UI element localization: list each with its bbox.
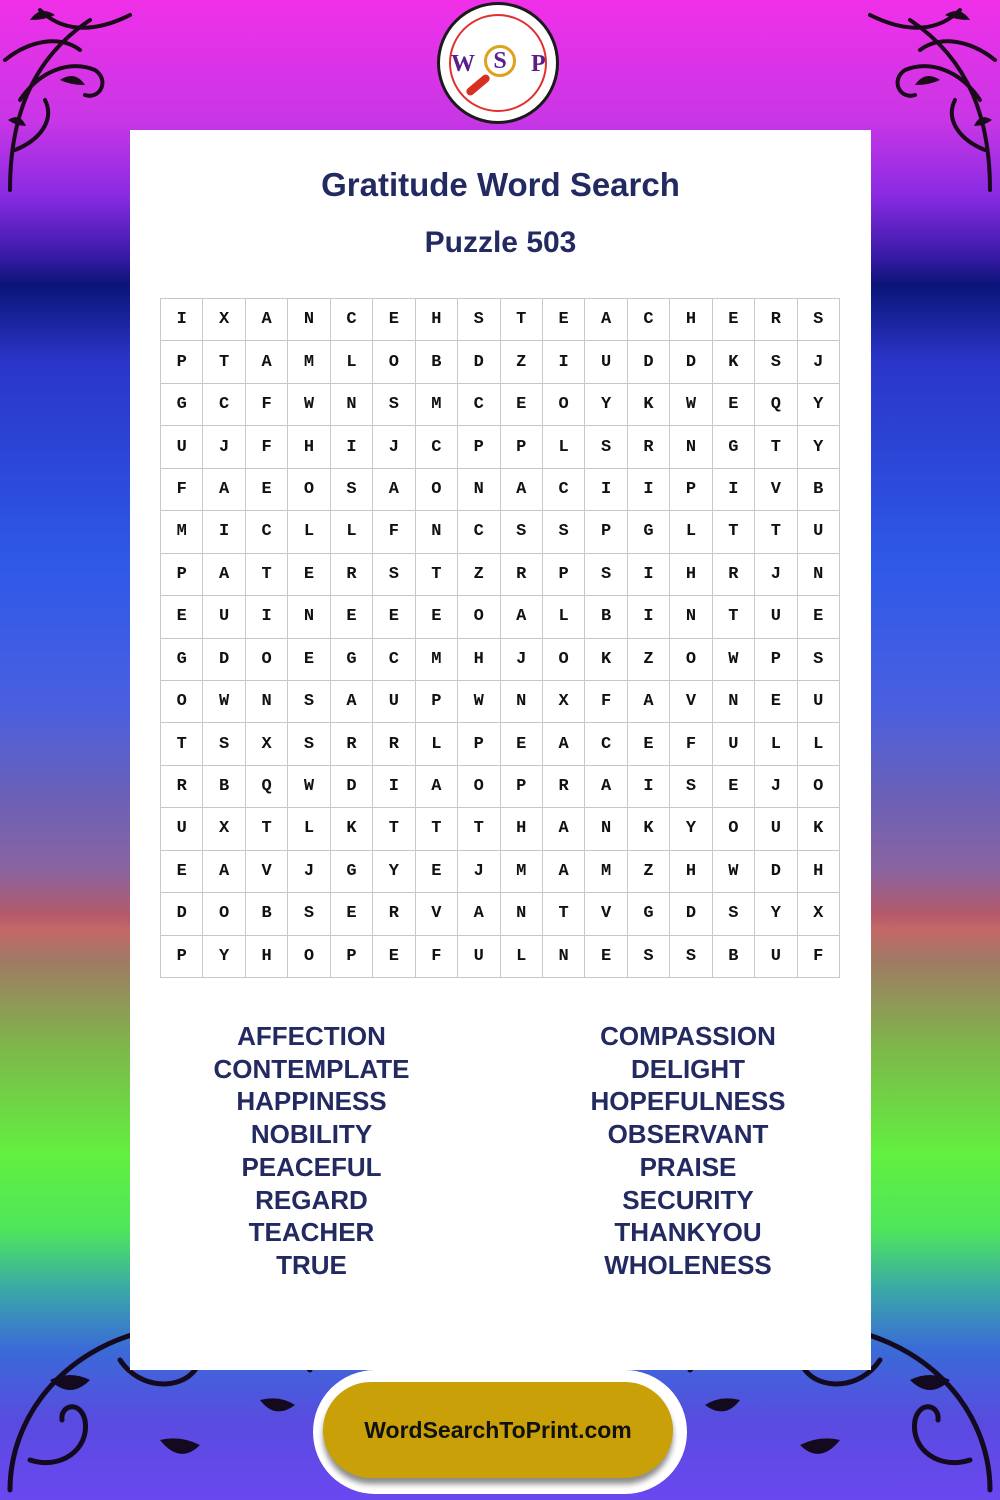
grid-cell: F — [161, 469, 203, 511]
corner-ornament-top-right — [850, 0, 1000, 200]
grid-cell: E — [416, 851, 458, 893]
wsp-logo — [437, 2, 559, 124]
grid-cell: G — [161, 639, 203, 681]
word-list-item: THANKYOU — [614, 1217, 762, 1248]
grid-cell: M — [501, 851, 543, 893]
grid-cell: U — [203, 596, 245, 638]
grid-cell: P — [755, 639, 797, 681]
grid-cell: W — [670, 384, 712, 426]
grid-cell: Y — [798, 426, 840, 468]
grid-cell: F — [798, 936, 840, 978]
grid-cell: O — [416, 469, 458, 511]
grid-cell: X — [543, 681, 585, 723]
grid-cell: Y — [585, 384, 627, 426]
puzzle-number: Puzzle 503 — [424, 226, 577, 259]
grid-cell: D — [755, 851, 797, 893]
grid-cell: U — [161, 426, 203, 468]
site-link[interactable]: WordSearchToPrint.com — [323, 1382, 673, 1478]
grid-cell: L — [543, 596, 585, 638]
page-title: Gratitude Word Search — [321, 166, 680, 203]
word-list-item: PRAISE — [639, 1151, 737, 1182]
grid-cell: R — [331, 723, 373, 765]
grid-cell: I — [246, 596, 288, 638]
grid-cell: E — [501, 384, 543, 426]
grid-cell: V — [246, 851, 288, 893]
grid-cell: R — [713, 554, 755, 596]
grid-cell: O — [203, 893, 245, 935]
grid-cell: D — [331, 766, 373, 808]
grid-cell: O — [713, 808, 755, 850]
grid-cell: N — [416, 511, 458, 553]
grid-cell: A — [501, 596, 543, 638]
grid-cell: S — [628, 936, 670, 978]
grid-cell: U — [755, 936, 797, 978]
word-list-item: NOBILITY — [250, 1119, 373, 1150]
grid-cell: E — [713, 384, 755, 426]
grid-cell: S — [755, 341, 797, 383]
grid-cell: R — [161, 766, 203, 808]
grid-cell: W — [203, 681, 245, 723]
grid-cell: F — [246, 384, 288, 426]
grid-cell: S — [585, 426, 627, 468]
grid-cell: P — [161, 936, 203, 978]
grid-cell: I — [628, 554, 670, 596]
grid-cell: B — [713, 936, 755, 978]
grid-cell: G — [331, 639, 373, 681]
grid-cell: D — [670, 893, 712, 935]
grid-cell: Y — [755, 893, 797, 935]
grid-cell: S — [288, 681, 330, 723]
grid-cell: E — [373, 596, 415, 638]
grid-cell: E — [288, 554, 330, 596]
grid-cell: Y — [670, 808, 712, 850]
grid-cell: A — [246, 299, 288, 341]
grid-cell: N — [458, 469, 500, 511]
grid-cell: N — [713, 681, 755, 723]
grid-cell: Q — [755, 384, 797, 426]
grid-cell: A — [585, 766, 627, 808]
grid-cell: J — [373, 426, 415, 468]
grid-cell: K — [798, 808, 840, 850]
grid-cell: H — [670, 299, 712, 341]
grid-cell: Y — [203, 936, 245, 978]
grid-cell: F — [670, 723, 712, 765]
grid-cell: H — [416, 299, 458, 341]
grid-cell: G — [713, 426, 755, 468]
grid-cell: R — [543, 766, 585, 808]
grid-cell: I — [585, 469, 627, 511]
grid-cell: W — [713, 851, 755, 893]
grid-cell: E — [755, 681, 797, 723]
grid-cell: G — [331, 851, 373, 893]
grid-cell: T — [713, 511, 755, 553]
grid-cell: H — [246, 936, 288, 978]
grid-cell: V — [585, 893, 627, 935]
grid-cell: K — [585, 639, 627, 681]
grid-cell: Y — [373, 851, 415, 893]
grid-cell: O — [373, 341, 415, 383]
grid-cell: N — [501, 893, 543, 935]
grid-cell: I — [161, 299, 203, 341]
word-list-item: SECURITY — [622, 1184, 754, 1215]
grid-cell: N — [331, 384, 373, 426]
grid-cell: H — [798, 851, 840, 893]
grid-cell: O — [543, 639, 585, 681]
grid-cell: L — [331, 341, 373, 383]
grid-cell: A — [543, 851, 585, 893]
grid-cell: C — [373, 639, 415, 681]
grid-cell: A — [246, 341, 288, 383]
grid-cell: P — [416, 681, 458, 723]
footer-badge-frame — [313, 1370, 687, 1494]
grid-cell: S — [458, 299, 500, 341]
grid-cell: W — [288, 384, 330, 426]
magnifier-icon: S — [484, 45, 516, 77]
grid-cell: G — [628, 511, 670, 553]
word-list-item: CONTEMPLATE — [213, 1053, 410, 1084]
grid-cell: D — [628, 341, 670, 383]
grid-cell: T — [203, 341, 245, 383]
grid-cell: C — [458, 511, 500, 553]
grid-cell: E — [373, 299, 415, 341]
grid-cell: Y — [798, 384, 840, 426]
grid-cell: G — [628, 893, 670, 935]
grid-cell: P — [161, 341, 203, 383]
grid-cell: D — [670, 341, 712, 383]
grid-cell: D — [458, 341, 500, 383]
grid-cell: R — [373, 893, 415, 935]
grid-cell: S — [670, 936, 712, 978]
grid-cell: H — [501, 808, 543, 850]
grid-cell: A — [543, 808, 585, 850]
grid-cell: D — [161, 893, 203, 935]
grid-cell: X — [203, 808, 245, 850]
grid-cell: S — [501, 511, 543, 553]
grid-cell: F — [373, 511, 415, 553]
grid-cell: G — [161, 384, 203, 426]
grid-cell: M — [416, 639, 458, 681]
grid-cell: W — [458, 681, 500, 723]
grid-cell: E — [288, 639, 330, 681]
grid-cell: N — [798, 554, 840, 596]
grid-cell: P — [458, 426, 500, 468]
grid-cell: U — [755, 596, 797, 638]
grid-cell: M — [161, 511, 203, 553]
grid-cell: L — [331, 511, 373, 553]
word-list-right — [550, 1020, 826, 1282]
word-list-item: OBSERVANT — [607, 1119, 769, 1150]
grid-cell: K — [713, 341, 755, 383]
grid-cell: A — [203, 851, 245, 893]
grid-cell: E — [543, 299, 585, 341]
grid-cell: P — [458, 723, 500, 765]
grid-cell: I — [543, 341, 585, 383]
grid-cell: A — [501, 469, 543, 511]
grid-cell: A — [331, 681, 373, 723]
grid-cell: N — [246, 681, 288, 723]
grid-cell: P — [543, 554, 585, 596]
grid-cell: I — [331, 426, 373, 468]
puzzle-sheet — [130, 130, 871, 1370]
grid-cell: E — [161, 851, 203, 893]
grid-cell: N — [288, 596, 330, 638]
grid-cell: N — [501, 681, 543, 723]
grid-cell: J — [798, 341, 840, 383]
grid-cell: W — [288, 766, 330, 808]
grid-cell: S — [203, 723, 245, 765]
grid-cell: S — [585, 554, 627, 596]
grid-cell: E — [416, 596, 458, 638]
grid-cell: J — [203, 426, 245, 468]
grid-cell: O — [458, 766, 500, 808]
grid-cell: L — [288, 511, 330, 553]
logo-letter-p: P — [531, 51, 546, 77]
grid-cell: S — [798, 299, 840, 341]
grid-cell: J — [755, 554, 797, 596]
grid-cell: T — [246, 808, 288, 850]
grid-cell: P — [501, 766, 543, 808]
grid-cell: B — [585, 596, 627, 638]
grid-cell: A — [458, 893, 500, 935]
grid-cell: L — [670, 511, 712, 553]
grid-cell: A — [373, 469, 415, 511]
grid-cell: O — [543, 384, 585, 426]
grid-cell: O — [161, 681, 203, 723]
grid-cell: N — [288, 299, 330, 341]
grid-cell: A — [416, 766, 458, 808]
word-list-item: TEACHER — [248, 1217, 375, 1248]
grid-cell: L — [755, 723, 797, 765]
grid-cell: C — [331, 299, 373, 341]
grid-cell: S — [288, 723, 330, 765]
grid-cell: R — [373, 723, 415, 765]
word-list-item: AFFECTION — [237, 1021, 386, 1051]
grid-cell: E — [585, 936, 627, 978]
grid-cell: N — [670, 596, 712, 638]
grid-cell: J — [501, 639, 543, 681]
grid-cell: U — [458, 936, 500, 978]
grid-cell: N — [543, 936, 585, 978]
grid-cell: I — [628, 766, 670, 808]
grid-cell: S — [373, 384, 415, 426]
grid-cell: T — [416, 554, 458, 596]
grid-cell: I — [628, 469, 670, 511]
grid-cell: A — [203, 469, 245, 511]
logo-letter-w: W — [451, 51, 475, 77]
grid-cell: F — [416, 936, 458, 978]
grid-cell: S — [670, 766, 712, 808]
grid-cell: K — [628, 808, 670, 850]
grid-cell: Z — [458, 554, 500, 596]
grid-cell: U — [161, 808, 203, 850]
grid-cell: L — [501, 936, 543, 978]
grid-cell: K — [628, 384, 670, 426]
grid-cell: Z — [628, 851, 670, 893]
grid-cell: O — [288, 936, 330, 978]
grid-cell: T — [755, 426, 797, 468]
grid-cell: T — [246, 554, 288, 596]
grid-cell: A — [585, 299, 627, 341]
grid-cell: L — [798, 723, 840, 765]
grid-cell: L — [416, 723, 458, 765]
grid-cell: E — [713, 766, 755, 808]
grid-cell: O — [288, 469, 330, 511]
grid-cell: T — [416, 808, 458, 850]
grid-cell: B — [203, 766, 245, 808]
grid-cell: U — [755, 808, 797, 850]
word-list-item: REGARD — [255, 1184, 368, 1215]
word-list-item: DELIGHT — [630, 1053, 746, 1084]
grid-cell: R — [501, 554, 543, 596]
grid-cell: V — [755, 469, 797, 511]
grid-cell: P — [501, 426, 543, 468]
grid-cell: Q — [246, 766, 288, 808]
grid-cell: T — [543, 893, 585, 935]
grid-cell: U — [373, 681, 415, 723]
grid-cell: T — [458, 808, 500, 850]
word-list-item: WHOLENESS — [604, 1249, 772, 1280]
grid-cell: P — [670, 469, 712, 511]
grid-cell: O — [798, 766, 840, 808]
grid-cell: C — [458, 384, 500, 426]
grid-cell: S — [798, 639, 840, 681]
grid-cell: E — [373, 936, 415, 978]
grid-cell: L — [543, 426, 585, 468]
grid-cell: V — [670, 681, 712, 723]
word-list-item: TRUE — [276, 1249, 347, 1280]
grid-cell: M — [416, 384, 458, 426]
grid-cell: U — [585, 341, 627, 383]
grid-cell: P — [585, 511, 627, 553]
grid-cell: S — [713, 893, 755, 935]
grid-cell: E — [798, 596, 840, 638]
grid-cell: J — [755, 766, 797, 808]
grid-cell: M — [288, 341, 330, 383]
grid-cell: O — [458, 596, 500, 638]
grid-cell: F — [246, 426, 288, 468]
word-list-item: PEACEFUL — [241, 1151, 382, 1182]
grid-cell: S — [331, 469, 373, 511]
grid-cell: I — [203, 511, 245, 553]
grid-cell: T — [373, 808, 415, 850]
grid-cell: E — [246, 469, 288, 511]
grid-cell: T — [161, 723, 203, 765]
grid-cell: Z — [501, 341, 543, 383]
word-list-item: COMPASSION — [600, 1021, 776, 1051]
grid-cell: X — [798, 893, 840, 935]
grid-cell: S — [373, 554, 415, 596]
grid-cell: F — [585, 681, 627, 723]
grid-cell: Z — [628, 639, 670, 681]
word-list-item: HAPPINESS — [236, 1086, 387, 1117]
grid-cell: R — [331, 554, 373, 596]
word-list-item: HOPEFULNESS — [590, 1086, 786, 1117]
grid-cell: N — [670, 426, 712, 468]
word-list-left — [170, 1020, 453, 1282]
grid-cell: I — [628, 596, 670, 638]
grid-cell: C — [203, 384, 245, 426]
grid-cell: E — [713, 299, 755, 341]
grid-cell: E — [628, 723, 670, 765]
grid-cell: O — [670, 639, 712, 681]
grid-cell: T — [755, 511, 797, 553]
grid-cell: W — [713, 639, 755, 681]
grid-cell: T — [713, 596, 755, 638]
grid-cell: C — [543, 469, 585, 511]
grid-cell: X — [203, 299, 245, 341]
grid-cell: D — [203, 639, 245, 681]
letter-grid — [160, 298, 840, 978]
grid-cell: C — [246, 511, 288, 553]
grid-cell: U — [798, 681, 840, 723]
grid-cell: O — [246, 639, 288, 681]
grid-cell: N — [585, 808, 627, 850]
grid-cell: L — [288, 808, 330, 850]
grid-cell: R — [755, 299, 797, 341]
grid-cell: U — [798, 511, 840, 553]
grid-cell: H — [670, 851, 712, 893]
grid-cell: E — [331, 596, 373, 638]
grid-cell: I — [713, 469, 755, 511]
grid-cell: A — [628, 681, 670, 723]
grid-cell: T — [501, 299, 543, 341]
grid-cell: C — [416, 426, 458, 468]
grid-cell: S — [543, 511, 585, 553]
grid-cell: A — [543, 723, 585, 765]
grid-cell: B — [246, 893, 288, 935]
grid-cell: H — [458, 639, 500, 681]
grid-cell: J — [458, 851, 500, 893]
grid-cell: B — [416, 341, 458, 383]
grid-cell: S — [288, 893, 330, 935]
grid-cell: C — [585, 723, 627, 765]
grid-cell: J — [288, 851, 330, 893]
grid-cell: I — [373, 766, 415, 808]
grid-cell: E — [331, 893, 373, 935]
corner-ornament-top-left — [0, 0, 150, 200]
grid-cell: A — [203, 554, 245, 596]
grid-cell: R — [628, 426, 670, 468]
grid-cell: M — [585, 851, 627, 893]
grid-cell: H — [288, 426, 330, 468]
grid-cell: X — [246, 723, 288, 765]
grid-cell: P — [161, 554, 203, 596]
grid-cell: E — [501, 723, 543, 765]
grid-cell: V — [416, 893, 458, 935]
grid-cell: C — [628, 299, 670, 341]
grid-cell: E — [161, 596, 203, 638]
grid-cell: U — [713, 723, 755, 765]
grid-cell: P — [331, 936, 373, 978]
grid-cell: K — [331, 808, 373, 850]
grid-cell: H — [670, 554, 712, 596]
grid-cell: B — [798, 469, 840, 511]
